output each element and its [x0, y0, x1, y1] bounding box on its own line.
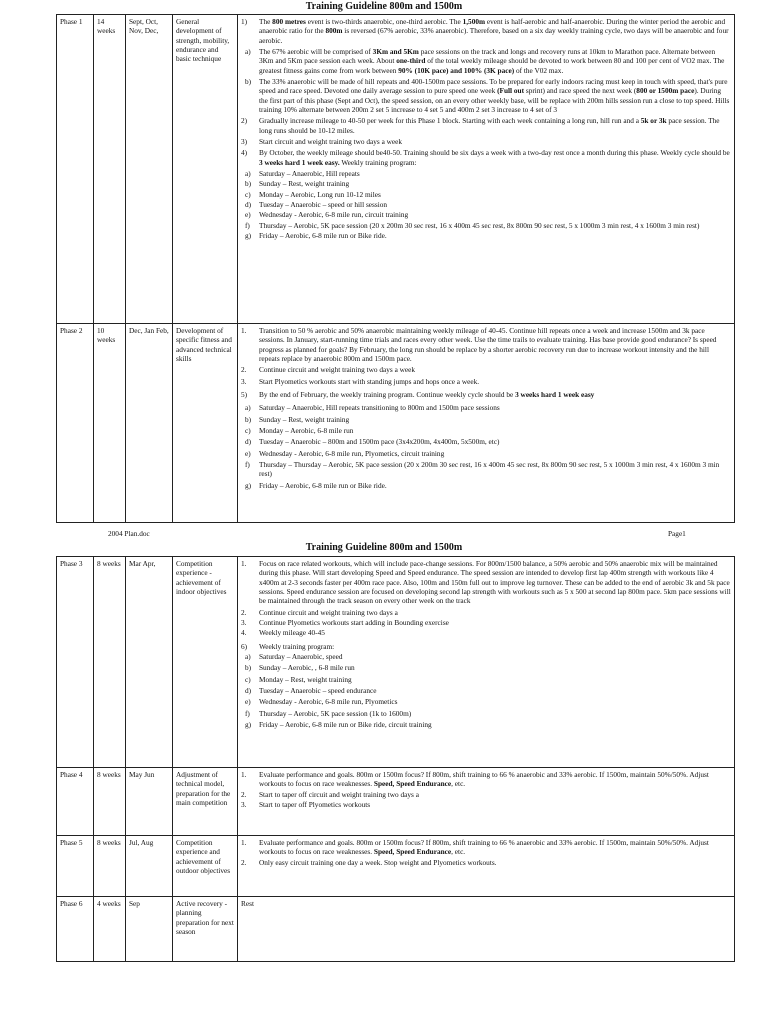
- phase-months: Mar Apr,: [126, 557, 173, 768]
- phase-row: [57, 15, 735, 324]
- phase-details: [238, 557, 735, 768]
- detail-item: 5) By the end of February, the weekly training program. Continue weekly cycle should be 3 weeks hard 1 week easy: [241, 389, 595, 399]
- phase-focus: Competition experience - achievement of indoor objectives: [173, 557, 238, 768]
- detail-subitem: f) Thursday – Thursday – Aerobic, 5K pace session (20 x 200m 30 sec rest, 16 x 400m 45 sec rest, 8x 800m 90 sec rest, 5 x 1000m 3 min rest, 4 x 1600m 3 min rest): [245, 459, 720, 479]
- phase-label: Phase 3: [57, 557, 94, 768]
- detail-subitem: e) Wednesday - Aerobic, 6-8 mile run, circuit training: [245, 210, 409, 220]
- phase-weeks: 4 weeks: [94, 897, 126, 962]
- phase-weeks: 8 weeks: [94, 836, 126, 897]
- phase-details: [238, 15, 735, 324]
- phase-label: Phase 2: [57, 324, 94, 523]
- detail-subitem: b) Sunday – Aerobic, , 6-8 mile run: [245, 663, 355, 673]
- detail-item: 4. Weekly mileage 40-45: [241, 628, 325, 638]
- phase-details: [238, 324, 735, 523]
- phase-weeks: 8 weeks: [94, 768, 126, 836]
- phase-row: [57, 897, 735, 962]
- phase-focus: General development of strength, mobility, endurance and basic technique: [173, 15, 238, 324]
- detail-subitem: e) Wednesday - Aerobic, 6-8 mile run, Plyometics: [245, 697, 398, 707]
- detail-item: 3) Start circuit and weight training two days a week: [241, 136, 403, 146]
- page-title: Training Guideline 800m and 1500m: [305, 542, 463, 553]
- detail-subitem: d) Tuesday – Anaerobic – speed endurance: [245, 685, 377, 695]
- phase-label: Phase 1: [57, 15, 94, 324]
- detail-item: 1) The 800 metres event is two-thirds anaerobic, one-third aerobic. The 1,500m event is half-aerobic and half-anaerobic. During the winter period the aerobic and anaerobic ratio for the 800m is reversed (67% aerobic, 33% anaerobic). Therefore, based on a six day weekly training cycle, two days will be anaerobic and four aerobic.: [241, 17, 729, 45]
- phase-months: Jul, Aug: [126, 836, 173, 897]
- detail-subitem: a) Saturday – Anaerobic, Hill repeats: [245, 168, 360, 178]
- phase-weeks: 8 weeks: [94, 557, 126, 768]
- detail-subitem: c) Monday – Aerobic, 6-8 mile run: [245, 425, 354, 435]
- detail-item: 3. Start Plyometics workouts start with standing jumps and hops once a week.: [241, 376, 480, 386]
- detail-item: 3. Start to taper off Plyometics workouts: [241, 799, 371, 809]
- phase-details: [238, 768, 735, 836]
- detail-subitem: e) Wednesday - Aerobic, 6-8 mile run, Plyometics, circuit training: [245, 448, 445, 458]
- training-table-page-1: [56, 14, 735, 523]
- detail-item: 2. Start to taper off circuit and weight training two days a: [241, 789, 419, 799]
- detail-subitem: b) The 33% anaerobic will be made of hill repeats and 400-1500m pace sessions. To be prepared for early indoors racing must keep in touch with speed, that's pure speed and race speed. Devoted one daily average session to pure speed one week (Full out sprint) and race speed the next week (800 or 1500m pace). During the first part of this phase (Sept and Oct), the speed session, on an every other weekly base, will be replace with 200m hills session run a close to top speed. Hills training 10% alternate between 200m 2 set 5 increase to 4 set 5 and 400m 2 set 3 increase to 4 set of 3: [245, 76, 730, 114]
- phase-focus: Adjustment of technical model, preparation for the main competition: [173, 768, 238, 836]
- detail-subitem: c) Monday – Aerobic, Long run 10-12 miles: [245, 189, 381, 199]
- phase-details: [238, 897, 735, 962]
- detail-subitem: d) Tuesday – Anaerobic – speed or hill session: [245, 199, 388, 209]
- phase-months: May Jun: [126, 768, 173, 836]
- detail-subitem: c) Monday – Rest, weight training: [245, 674, 352, 684]
- detail-item: 2. Continue circuit and weight training two days a: [241, 607, 398, 617]
- detail-subitem: a) Saturday – Anaerobic, speed: [245, 651, 343, 661]
- detail-subitem: a) Saturday – Anaerobic, Hill repeats transitioning to 800m and 1500m pace sessions: [245, 403, 500, 413]
- detail-subitem: b) Sunday – Rest, weight training: [245, 414, 350, 424]
- phase-months: Sep: [126, 897, 173, 962]
- phase-details: [238, 836, 735, 897]
- phase-row: [57, 324, 735, 523]
- phase-row: [57, 768, 735, 836]
- detail-item: 1. Transition to 50 % aerobic and 50% anaerobic maintaining weekly mileage of 40-45. Continue hill repeats once a week and increase 1500m and 3k pace sessions. In January, start-running time trials and races every other week. Use the time trails to evaluate training. Has base provide good endurance? Is speed progress as planned for goals? By February, the long run should be replace by a shorter aerobic recovery run due to increase workout intensity and the hill repeats replace by anaerobic 800m and 1500m pace.: [241, 326, 717, 363]
- detail-subitem: f) Thursday – Aerobic, 5K pace session (20 x 200m 30 sec rest, 16 x 400m 45 sec rest, 8x 800m 90 sec rest, 5 x 1000m 3 min rest, 4 x 1600m 3 min rest): [245, 220, 700, 230]
- phase-focus: Development of specific fitness and advanced technical skills: [173, 324, 238, 523]
- detail-item: 3. Continue Plyometics workouts start adding in Bounding exercise: [241, 617, 449, 627]
- detail-item: 2. Only easy circuit training one day a week. Stop weight and Plyometics workouts.: [241, 857, 497, 867]
- detail-subitem: g) Friday – Aerobic, 6-8 mile run or Bike ride.: [245, 480, 387, 490]
- detail-subitem: g) Friday – Aerobic, 6-8 mile run or Bike ride.: [245, 230, 387, 240]
- phase-label: Phase 5: [57, 836, 94, 897]
- detail-subitem: a) The 67% aerobic will be comprised of 3Km and 5Km pace sessions on the track and longs and recovery runs at 10km to Marathon pace. Alternate between 3Km and 5Km pace session each week. About one-third of the total weekly mileage should be devoted to work between 80 and 100 per cent of VO2 max. The greatest fitness gains come from work between 90% (10K pace) and 100% (3K pace) of the V02 max.: [245, 46, 725, 75]
- detail-item: 2) Gradually increase mileage to 40-50 per week for this Phase 1 block. Starting with each week containing a long run, hill run and a 5k or 3k pace session. The long runs should be 10-12 miles.: [241, 116, 720, 135]
- phase-weeks: 14 weeks: [94, 15, 126, 324]
- detail-subitem: g) Friday – Aerobic, 6-8 mile run or Bike ride, circuit training: [245, 719, 432, 729]
- detail-item: 1. Evaluate performance and goals. 800m or 1500m focus? If 800m, shift training to 66 % anaerobic and 33% aerobic. If 1500m, maintain 50%/50%. Adjust workouts to focus on race weaknesses. Speed, Speed Endurance, etc.: [241, 838, 709, 857]
- phase-row: [57, 836, 735, 897]
- detail-item: 6) Weekly training program:: [241, 641, 335, 651]
- detail-item: 1. Focus on race related workouts, which will include pace-change sessions. For 800m/1500 balance, a 50% aerobic and 50% anaerobic mix will be maintained during this phase. Will start developing Speed and Speed endurance. The speed session are intended to develop first lap 400m strength with workouts like 4 x400m at 2-3 seconds faster per 400m race pace. Also, 100m and 150m full out to improve leg turnover. These can be added to the end of aerobic 3k and 5k pace sessions. Speed endurance session are focused on developing second lap strength with workouts such as 5 x 500 at second lap 800m pace. 5km pace sessions will be maintained through the track season on every other week on the track: [241, 559, 731, 606]
- detail-subitem: b) Sunday – Rest, weight training: [245, 179, 350, 189]
- phase-weeks: 10 weeks: [94, 324, 126, 523]
- phase-focus: Competition experience and achievement of outdoor objectives: [173, 836, 238, 897]
- detail-item: 4) By October, the weekly mileage should be40-50. Training should be six days a week with a two-day rest once a month during this phase. Weekly cycle should be 3 weeks hard 1 week easy. Weekly training program:: [241, 148, 730, 167]
- detail-item: 2. Continue circuit and weight training two days a week: [241, 365, 416, 375]
- rest-text: Rest: [241, 899, 254, 908]
- phase-label: Phase 6: [57, 897, 94, 962]
- phase-focus: Active recovery - planning preparation for next season: [173, 897, 238, 962]
- phase-months: Dec, Jan Feb,: [126, 324, 173, 523]
- training-table-page-2: [56, 556, 735, 962]
- footer-filename: 2004 Plan.doc: [108, 529, 150, 538]
- phase-row: [57, 557, 735, 768]
- detail-subitem: f) Thursday – Aerobic, 5K pace session (1k to 1600m): [245, 708, 412, 718]
- detail-subitem: d) Tuesday – Anaerobic – 800m and 1500m pace (3x4x200m, 4x400m, 5x500m, etc): [245, 437, 500, 447]
- phase-months: Sept, Oct, Nov, Dec,: [126, 15, 173, 324]
- footer-page-number: Page1: [668, 529, 686, 538]
- page-title: Training Guideline 800m and 1500m: [305, 1, 463, 12]
- phase-label: Phase 4: [57, 768, 94, 836]
- detail-item: 1. Evaluate performance and goals. 800m or 1500m focus? If 800m, shift training to 66 % anaerobic and 33% aerobic. If 1500m, maintain 50%/50%. Adjust workouts to focus on race weaknesses. Speed, Speed Endurance, etc.: [241, 770, 709, 789]
